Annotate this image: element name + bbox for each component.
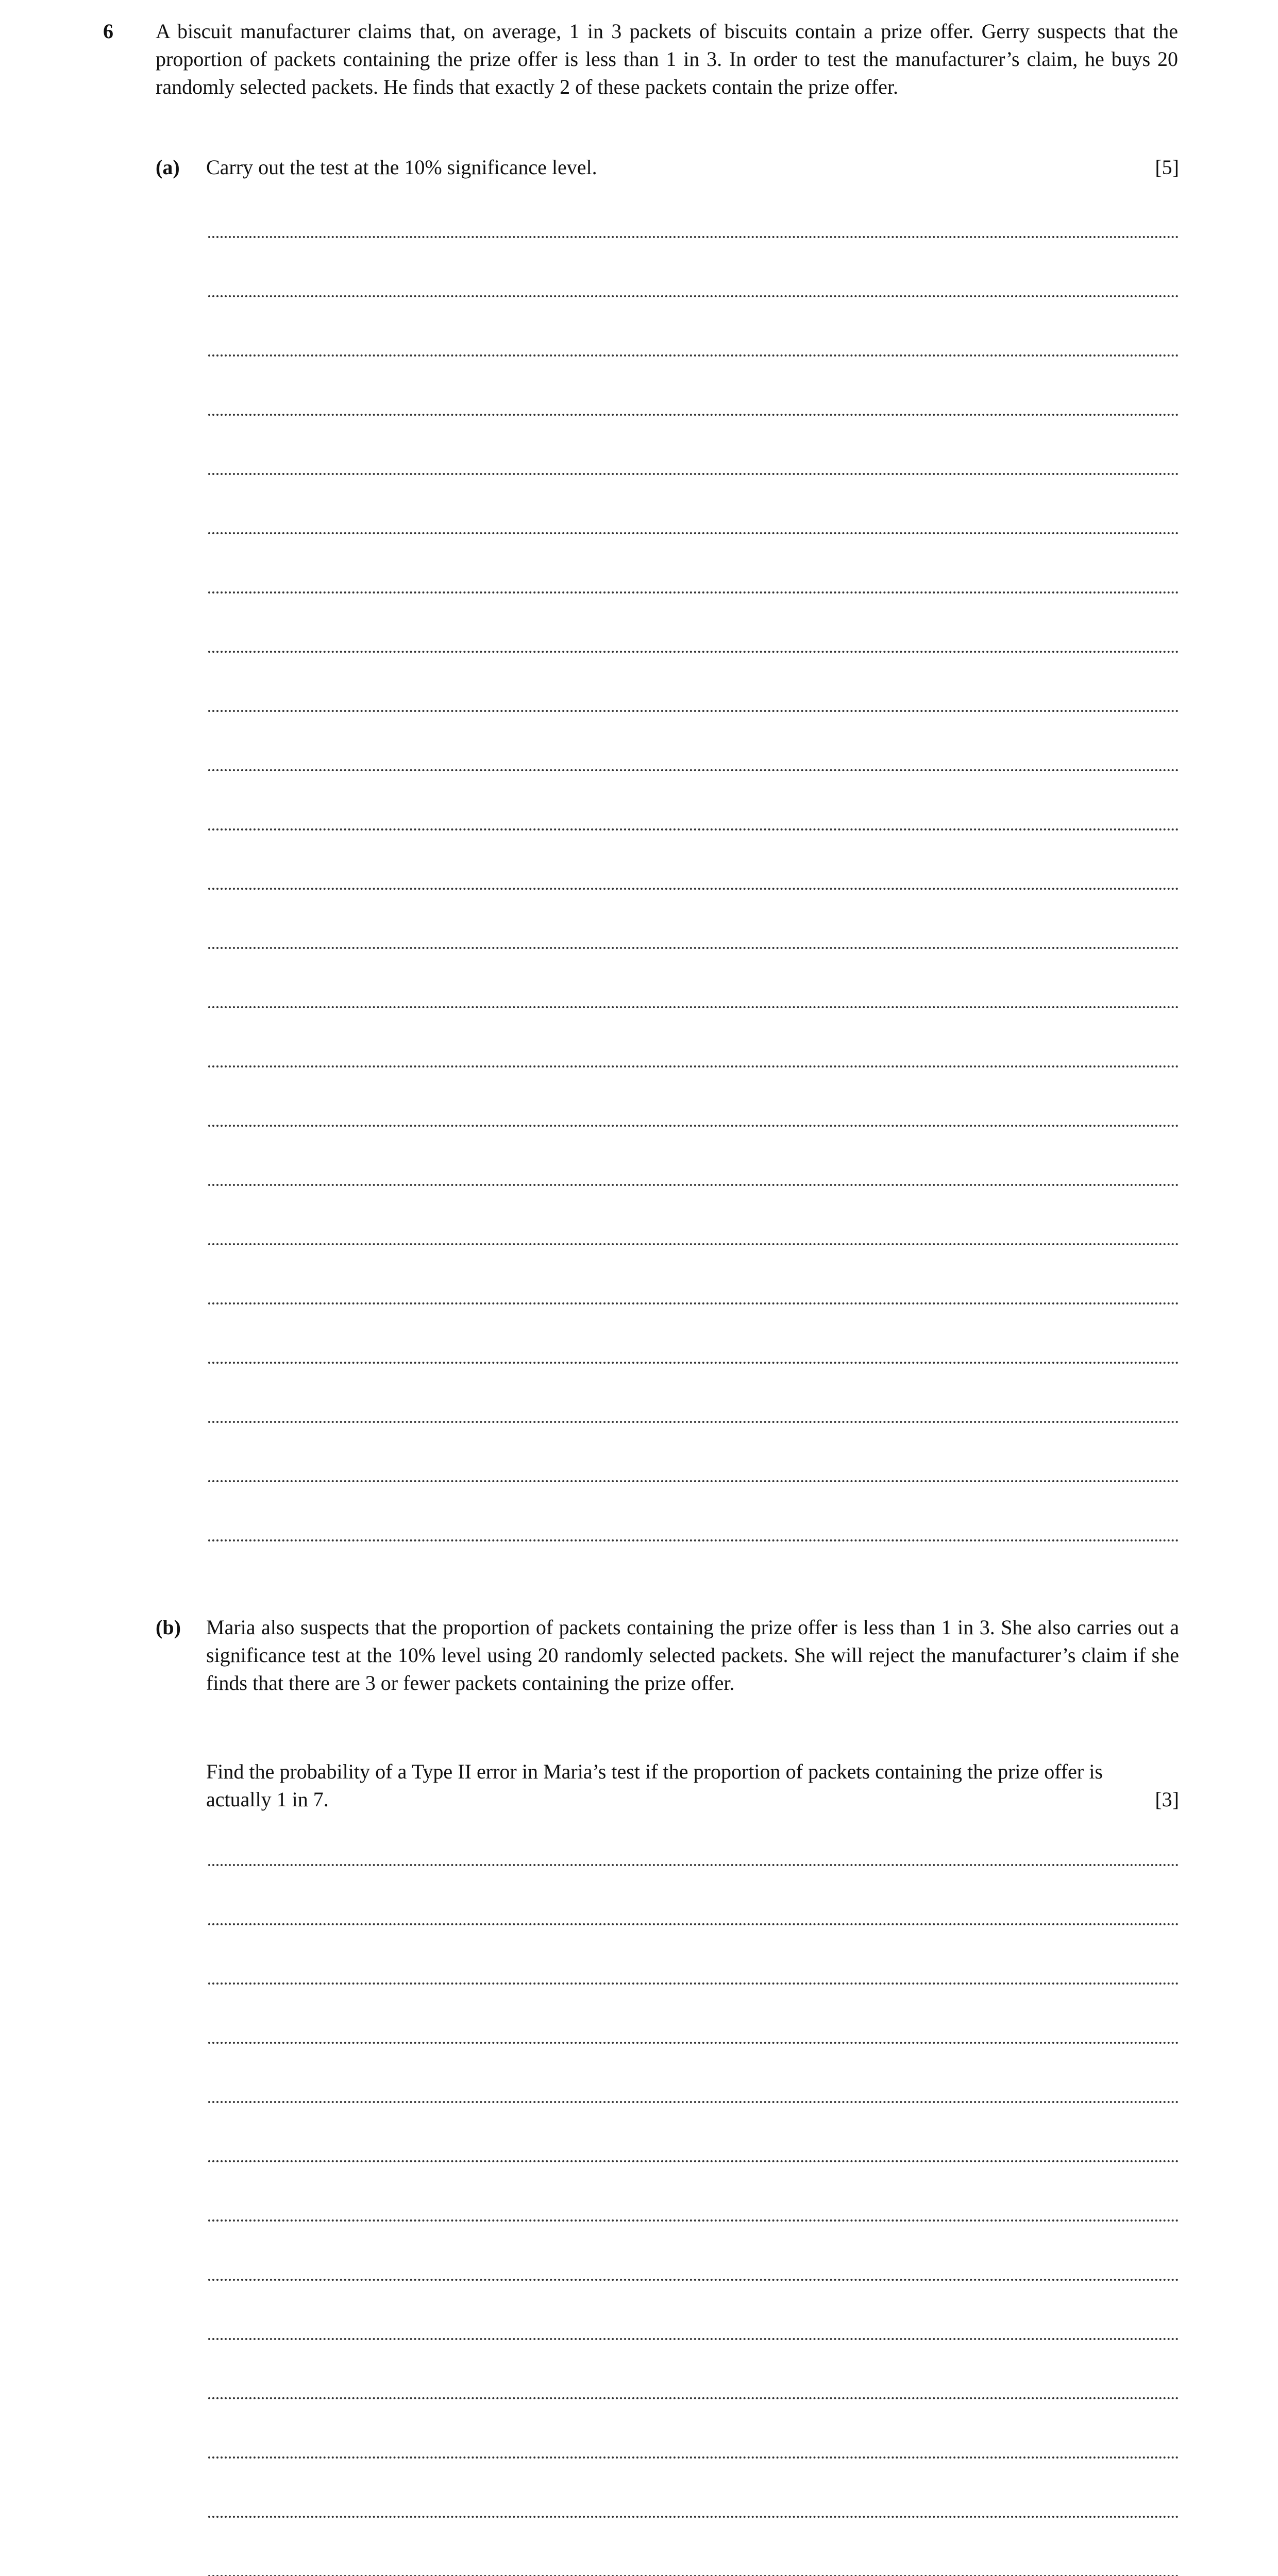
answer-line[interactable] bbox=[208, 591, 1179, 594]
part-b-text: Maria also suspects that the proportion of packets containing the prize offer is less than 1 in 3. She also carries out a significance test at the 10% level using 20 randomly selected packets. She will reject the manufacturer’s claim if she finds that there are 3 or fewer packets containing the prize offer. bbox=[206, 1616, 1179, 1694]
answer-line[interactable] bbox=[208, 1480, 1179, 1482]
answer-line[interactable] bbox=[208, 1125, 1179, 1127]
answer-line[interactable] bbox=[208, 1982, 1179, 1985]
answer-line[interactable] bbox=[208, 2338, 1179, 2340]
answer-line[interactable] bbox=[208, 1864, 1179, 1866]
answer-line[interactable] bbox=[208, 1539, 1179, 1541]
part-b-question: Find the probability of a Type II error in Maria’s test if the proportion of packets containing the prize offer is actually 1 in 7. bbox=[206, 1760, 1103, 1811]
answer-line[interactable] bbox=[208, 710, 1179, 712]
answer-line[interactable] bbox=[208, 1421, 1179, 1423]
answer-line[interactable] bbox=[208, 828, 1179, 831]
answer-line[interactable] bbox=[208, 2516, 1179, 2518]
question-stem: A biscuit manufacturer claims that, on average, 1 in 3 packets of biscuits contain a prize offer. Gerry suspects that the proportion of packets containing the prize offer is less than 1 in 3. In order to test the manufacturer’s claim, he buys 20 randomly selected packets. He finds that exactly 2 of these packets contain the prize offer. bbox=[156, 20, 1178, 98]
answer-line[interactable] bbox=[208, 473, 1179, 475]
answer-line[interactable] bbox=[208, 2397, 1179, 2399]
answer-line[interactable] bbox=[208, 354, 1179, 357]
answer-line[interactable] bbox=[208, 947, 1179, 949]
part-b-marks: [3] bbox=[1155, 1788, 1179, 1811]
answer-line[interactable] bbox=[208, 888, 1179, 890]
answer-line[interactable] bbox=[208, 1362, 1179, 1364]
answer-line[interactable] bbox=[208, 1184, 1179, 1186]
answer-line[interactable] bbox=[208, 414, 1179, 416]
answer-line[interactable] bbox=[208, 2219, 1179, 2222]
answer-line[interactable] bbox=[208, 1923, 1179, 1925]
answer-line[interactable] bbox=[208, 2279, 1179, 2281]
answer-line[interactable] bbox=[208, 1243, 1179, 1245]
answer-line[interactable] bbox=[208, 2042, 1179, 2044]
part-a-marks: [5] bbox=[1155, 156, 1179, 179]
part-a-label: (a) bbox=[156, 156, 180, 179]
answer-line[interactable] bbox=[208, 236, 1179, 238]
question-number: 6 bbox=[103, 20, 113, 43]
answer-line[interactable] bbox=[208, 2160, 1179, 2162]
part-b-label: (b) bbox=[156, 1616, 181, 1639]
answer-line[interactable] bbox=[208, 651, 1179, 653]
answer-line[interactable] bbox=[208, 769, 1179, 771]
answer-line[interactable] bbox=[208, 532, 1179, 534]
answer-line[interactable] bbox=[208, 2101, 1179, 2103]
answer-line[interactable] bbox=[208, 2456, 1179, 2459]
answer-line[interactable] bbox=[208, 1065, 1179, 1067]
answer-line[interactable] bbox=[208, 1302, 1179, 1304]
answer-line[interactable] bbox=[208, 295, 1179, 297]
part-a-text: Carry out the test at the 10% significance level. bbox=[206, 156, 597, 179]
answer-line[interactable] bbox=[208, 1006, 1179, 1008]
